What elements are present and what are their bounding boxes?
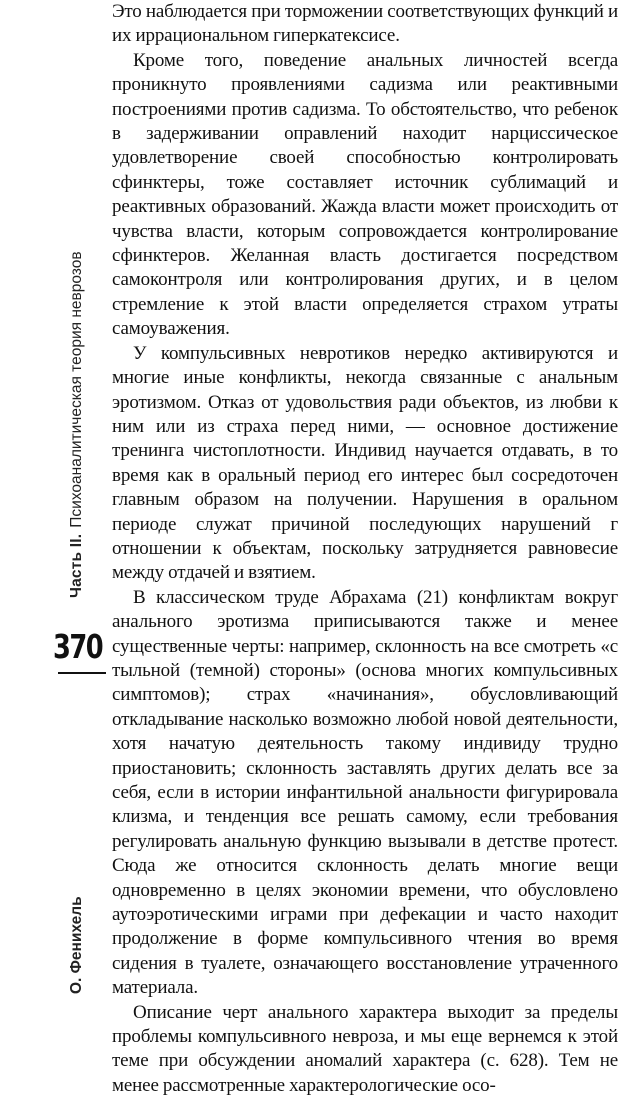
paragraph-1: Это наблюдается при торможении соответствующих функций и их иррациональном гиперкатексисе. xyxy=(112,1,618,47)
running-head xyxy=(68,251,86,598)
running-head-part: Часть II. xyxy=(68,533,85,598)
running-head-title: Психоаналитическая теория неврозов xyxy=(68,251,85,528)
paragraph-2: Кроме того, поведение анальных личностей всегда проникнуто проявлениями садизма или реактивными построениями против садизма. То обстоятельство, что ребенок в задерживании оправлений находит нарциссическое удовлетворение своей способностью контролировать сфинктеры, тоже составляет источник сублимаций и реактивных образований. Жажда власти может происходить от чувства власти, которым сопровождается контролирование сфинктеров. Желанная власть достигается посредством самоконтроля или контролирования других, и в целом стремление к этой власти определяется страхом утраты самоуважения. xyxy=(112,49,618,340)
page-number-rule xyxy=(58,672,106,674)
paragraph-4: В классическом труде Абрахама (21) конфликтам вокруг анального эротизма приписываются также и менее существенные черты: например, склонность на все смотреть «с тыльной (темной) стороны» (основа многих компульсивных симптомов); страх «начинания», обусловливающий откладывание насколько возможно любой новой деятельности, хотя начатую деятельность такому индивиду трудно приостановить; склонность заставлять других делать все за себя, если в истории инфантильной анальности фигурировала клизма, и тенденция все решать самому, если требования регулировать анальную функцию вызывали в детстве протест. Сюда же относится склонность делать многие вещи одновременно в целях экономии времени, что обусловлено аутоэротическими играми при дефекации и часто находит продолжение в форме компульсивного чтения во время сидения в туалете, означающего восстановление утраченного материала. xyxy=(112,586,618,999)
body-text xyxy=(112,0,618,1098)
paragraph-5: Описание черт анального характера выходит за пределы проблемы компульсивного невроза, и мы еще вернемся к этой теме при обсуждении аномалий характера (с. 628). Тем не менее рассмотренные характерологические осо- xyxy=(112,1001,618,1096)
page-number: 370 xyxy=(53,627,103,666)
paragraph-3: У компульсивных невротиков нередко активируются и многие иные конфликты, некогда связанные с анальным эротизмом. Отказ от удовольствия ради объектов, из любви к ним или из страха перед ними, — основное достижение тренинга чистоплотности. Индивид научается отдавать, в то время как в оральный период его интерес был сосредоточен главным образом на получении. Нарушения в оральном периоде служат причиной последующих нарушений г отношении к объектам, поскольку затрудняется равновесие между отдачей и взятием. xyxy=(112,342,618,584)
author-name: О. Фенихель xyxy=(68,896,85,994)
